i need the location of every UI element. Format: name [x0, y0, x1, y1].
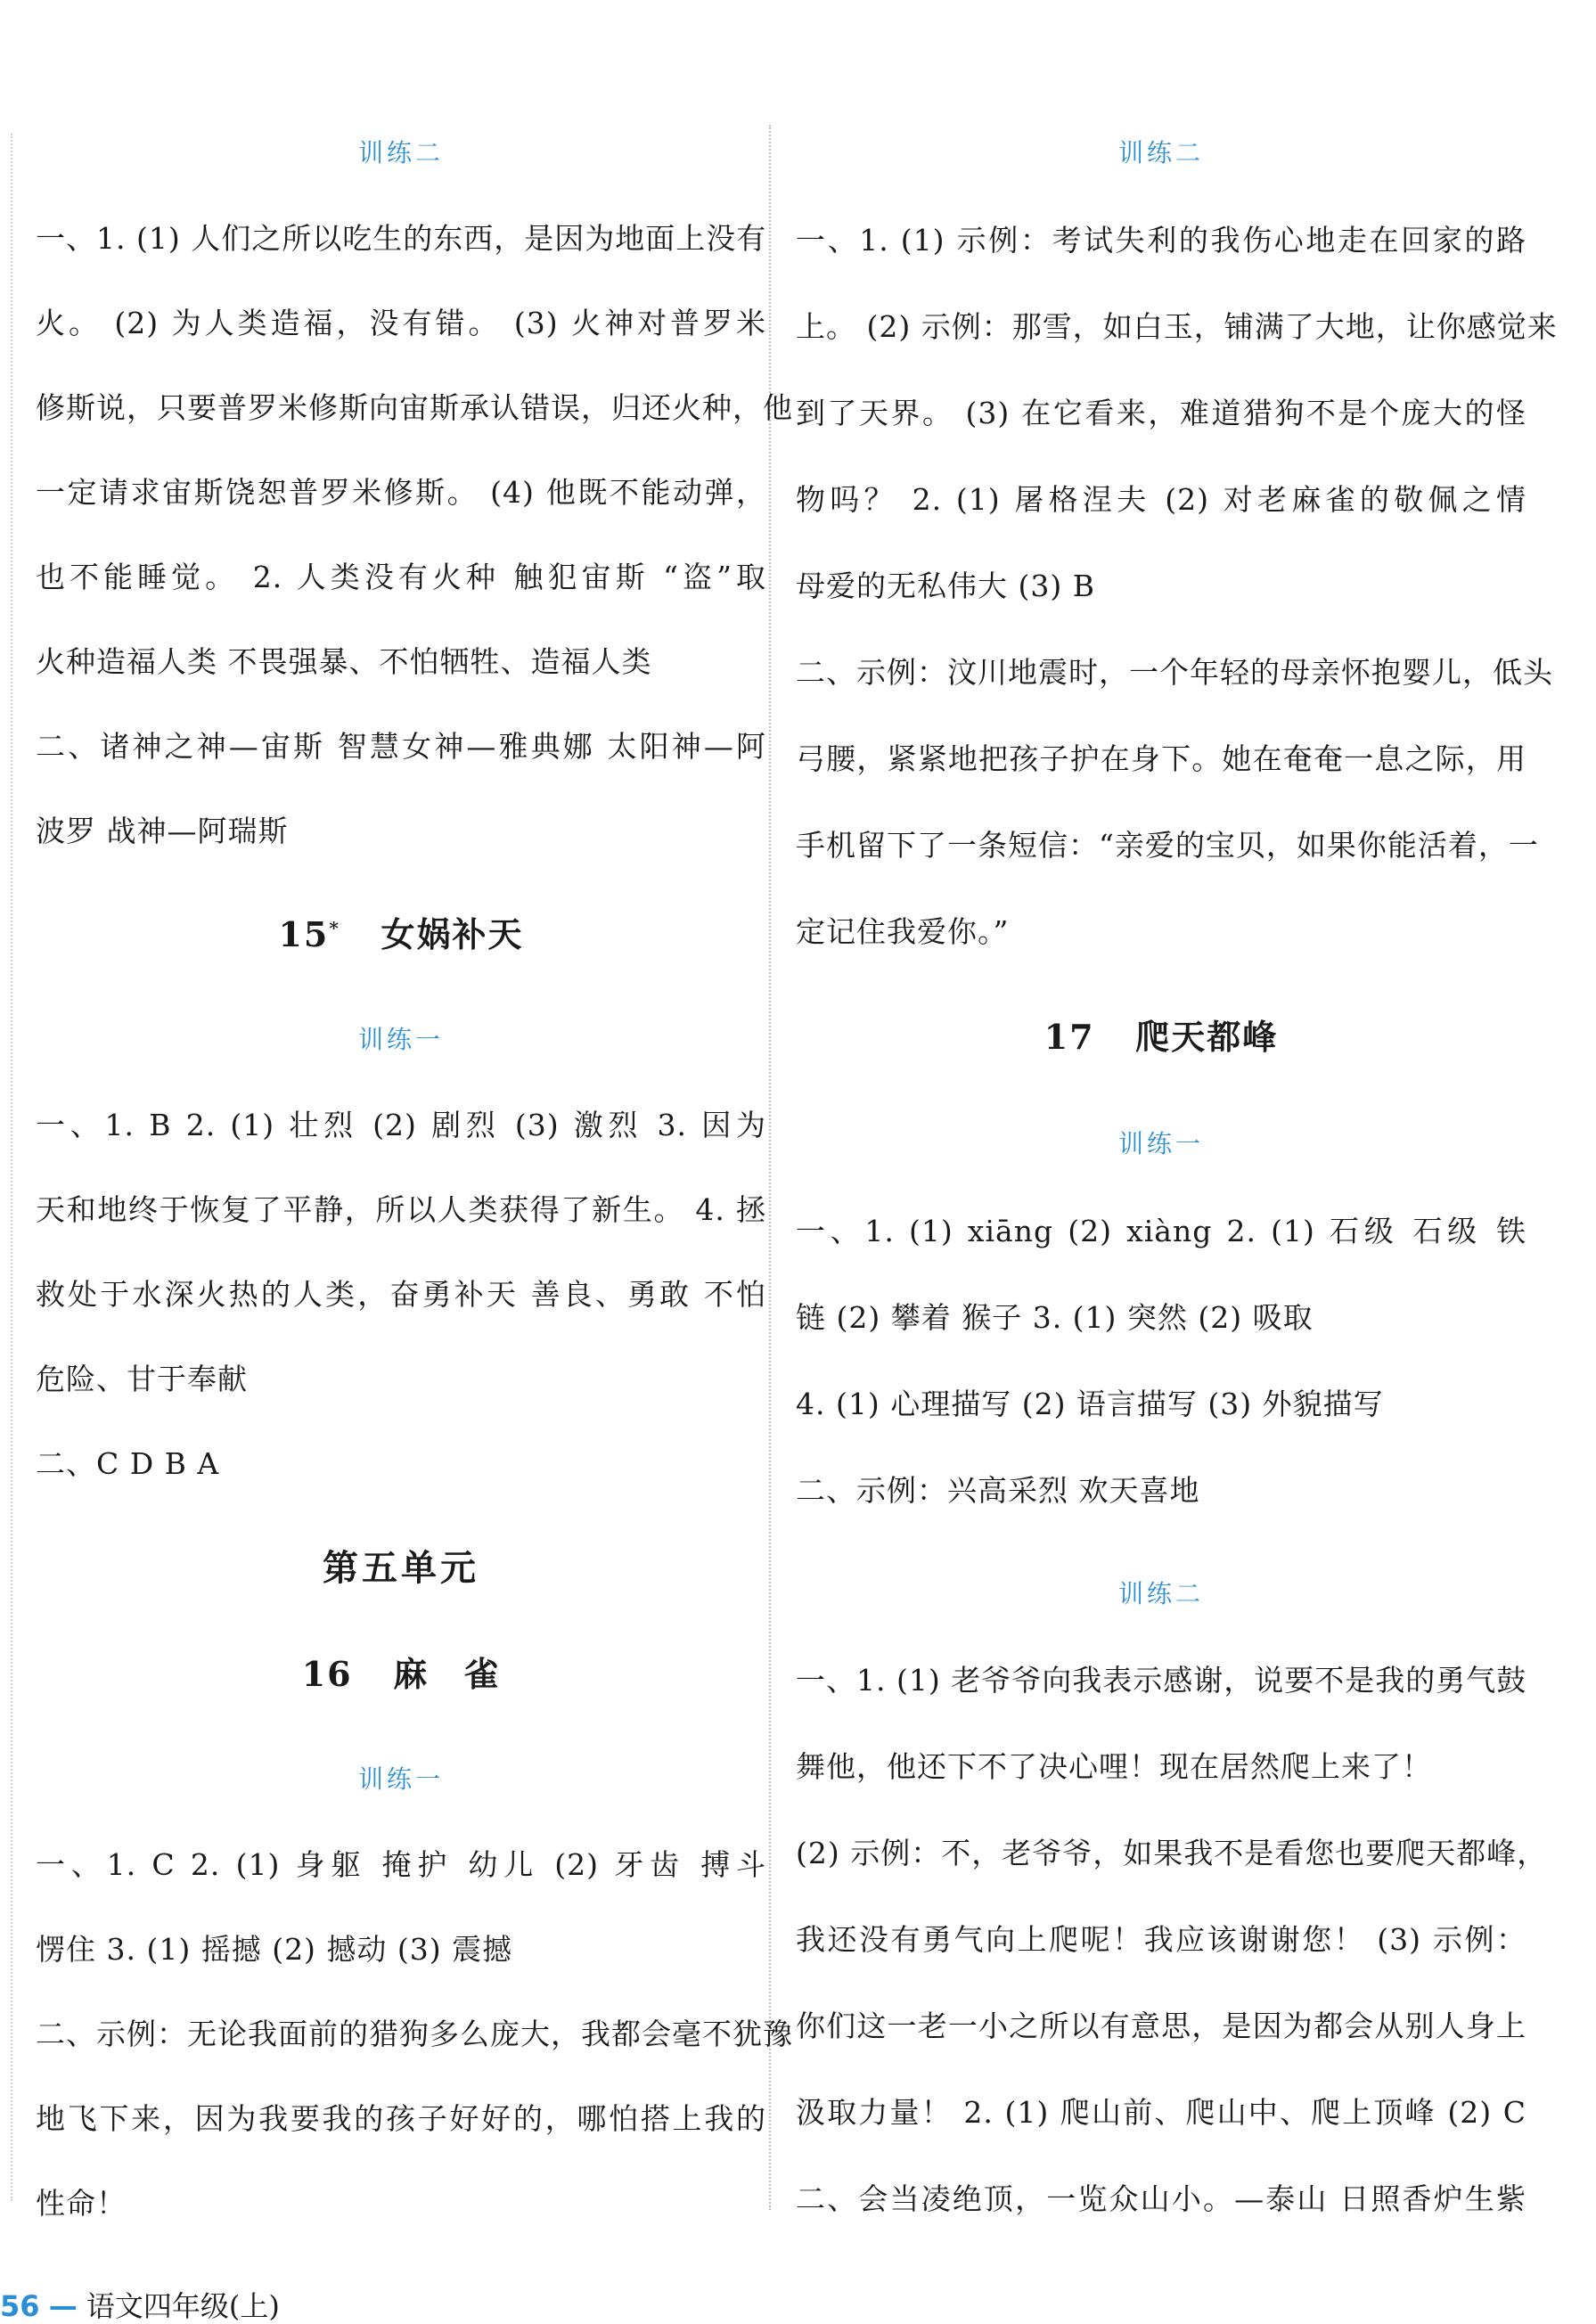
lesson-number: 17	[1044, 1017, 1095, 1057]
drill-heading: 训练二	[1117, 1579, 1204, 1608]
drill-heading: 训练二	[1117, 138, 1204, 168]
answer-line: 到了天界。 (3) 在它看来，难道猎狗不是个庞大的怪	[796, 396, 1526, 430]
unit-title: 第五单元	[323, 1547, 479, 1589]
left-margin-dots	[11, 134, 12, 2201]
lesson-title-15	[36, 907, 766, 956]
answer-line: 一、1. C 2. (1) 身躯 掩护 幼儿 (2) 牙齿 搏斗	[36, 1847, 766, 1882]
answer-line: 你们这一老一小之所以有意思，是因为都会从别人身上	[796, 2009, 1526, 2043]
answer-line: 火种造福人类 不畏强暴、不怕牺牲、造福人类	[36, 644, 652, 679]
answer-line: 舞他，他还下不了决心哩！现在居然爬上来了！	[796, 1749, 1432, 1784]
answer-line: 一、1. (1) 人们之所以吃生的东西，是因为地面上没有	[36, 221, 767, 256]
column-divider	[769, 125, 771, 2210]
drill-heading: 训练一	[357, 1025, 444, 1054]
answer-line: 火。 (2) 为人类造福，没有错。 (3) 火神对普罗米	[36, 306, 766, 340]
answer-line: 愣住 3. (1) 摇撼 (2) 撼动 (3) 震撼	[36, 1932, 513, 1967]
answer-line: 性命！	[36, 2186, 127, 2221]
page-footer	[0, 2288, 280, 2324]
lesson-name: 爬天都峰	[1135, 1017, 1279, 1057]
page-number: 56	[0, 2289, 40, 2323]
answer-line: 二、诸神之神—宙斯 智慧女神—雅典娜 太阳神—阿	[36, 729, 766, 764]
answer-line: 二、示例：汶川地震时，一个年轻的母亲怀抱婴儿，低头	[796, 655, 1553, 690]
answer-line: 危险、甘于奉献	[36, 1362, 248, 1396]
book-title: 语文四年级(上)	[86, 2289, 280, 2323]
lesson-number: 16	[301, 1654, 353, 1694]
answer-line: 天和地终于恢复了平静，所以人类获得了新生。 4. 拯	[36, 1192, 766, 1227]
answer-line: 二、C D B A	[36, 1446, 220, 1481]
answer-line: 也不能睡觉。 2. 人类没有火种 触犯宙斯 “盗”取	[36, 560, 766, 594]
answer-line: 一、1. (1) xiāng (2) xiàng 2. (1) 石级 石级 铁	[796, 1214, 1526, 1248]
answer-line: 一定请求宙斯饶恕普罗米修斯。 (4) 他既不能动弹，	[36, 475, 766, 510]
drill-heading: 训练一	[357, 1764, 444, 1794]
answer-line: 手机留下了一条短信：“亲爱的宝贝，如果你能活着，一	[796, 828, 1539, 863]
drill-heading: 训练二	[357, 138, 444, 168]
lesson-number: 15	[278, 914, 330, 954]
answer-line: 链 (2) 攀着 猴子 3. (1) 突然 (2) 吸取	[796, 1300, 1314, 1335]
answer-line: 二、会当凌绝顶，一览众山小。—泰山 日照香炉生紫	[796, 2181, 1526, 2216]
answer-line: 修斯说，只要普罗米修斯向宙斯承认错误，归还火种，他	[36, 390, 793, 425]
answer-line: 一、1. B 2. (1) 壮烈 (2) 剧烈 (3) 激烈 3. 因为	[36, 1108, 766, 1142]
answer-line: 我还没有勇气向上爬呢！我应该谢谢您！ (3) 示例：	[796, 1922, 1526, 1957]
answer-line: 汲取力量！ 2. (1) 爬山前、爬山中、爬上顶峰 (2) C	[796, 2095, 1526, 2130]
drill-heading: 训练一	[1117, 1129, 1204, 1158]
answer-line: 二、示例：兴高采烈 欢天喜地	[796, 1473, 1200, 1508]
lesson-title-16	[36, 1647, 766, 1696]
footer-dash: —	[48, 2289, 78, 2323]
answer-line: 弓腰，紧紧地把孩子护在身下。她在奄奄一息之际，用	[796, 741, 1526, 776]
answer-line: 二、示例：无论我面前的猎狗多么庞大，我都会毫不犹豫	[36, 2017, 793, 2051]
answer-line: (2) 示例：不，老爷爷，如果我不是看您也要爬天都峰，	[796, 1836, 1548, 1870]
lesson-title-17	[796, 1010, 1526, 1059]
answer-line: 母爱的无私伟大 (3) B	[796, 569, 1095, 603]
lesson-star: *	[329, 917, 340, 939]
lesson-name: 女娲补天	[381, 914, 524, 954]
answer-line: 波罗 战神—阿瑞斯	[36, 814, 289, 848]
answer-line: 4. (1) 心理描写 (2) 语言描写 (3) 外貌描写	[796, 1387, 1384, 1421]
answer-line: 定记住我爱你。”	[796, 914, 1010, 949]
lesson-name: 麻 雀	[393, 1654, 501, 1694]
answer-line: 上。 (2) 示例：那雪，如白玉，铺满了大地，让你感觉来	[796, 309, 1558, 344]
answer-line: 救处于水深火热的人类，奋勇补天 善良、勇敢 不怕	[36, 1277, 766, 1312]
answer-line: 一、1. (1) 示例：考试失利的我伤心地走在回家的路	[796, 223, 1526, 258]
answer-line: 一、1. (1) 老爷爷向我表示感谢，说要不是我的勇气鼓	[796, 1663, 1527, 1698]
answer-line: 物吗？ 2. (1) 屠格涅夫 (2) 对老麻雀的敬佩之情	[796, 482, 1526, 517]
answer-line: 地飞下来，因为我要我的孩子好好的，哪怕搭上我的	[36, 2101, 766, 2136]
